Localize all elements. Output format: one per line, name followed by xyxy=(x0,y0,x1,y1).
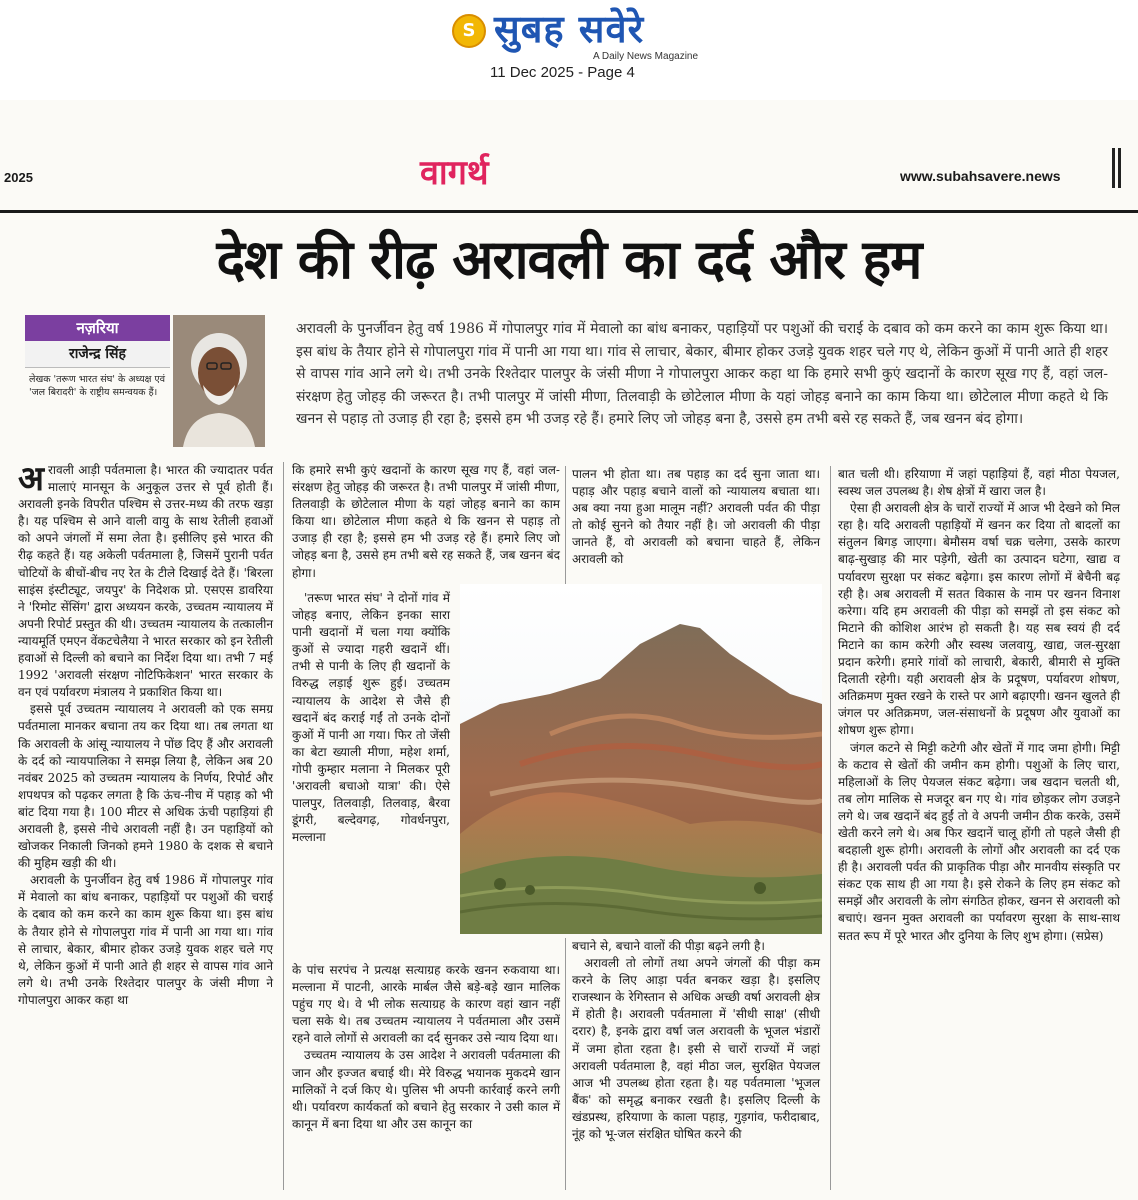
column-divider xyxy=(565,938,566,1190)
author-column-tag: नज़रिया xyxy=(25,315,170,341)
author-name: राजेन्द्र सिंह xyxy=(25,341,170,368)
col3-paragraph-bottom-1: बचाने से, बचाने वालों की पीड़ा बढ़ने लगी है। xyxy=(572,939,765,953)
col4-paragraph-1: बात चली थी। हरियाणा में जहां पहाड़ियां हैं, वहां मीठा पेयजल, स्वस्थ जल उपलब्ध है। शेष क्षेत्रों में खारा जल है। xyxy=(838,467,1120,499)
aravalli-mountain-photo xyxy=(460,584,822,934)
article-column-3-bottom xyxy=(572,938,820,1143)
header-rule xyxy=(0,210,1138,213)
logo-coin-icon: S xyxy=(452,14,486,48)
column-divider xyxy=(565,466,566,584)
article-headline: देश की रीढ़ अरावली का दर्द और हम xyxy=(216,228,922,291)
section-name: वागर्थ xyxy=(420,153,489,193)
section-header xyxy=(0,148,1138,210)
article-column-2-top xyxy=(292,462,560,582)
logo-tagline: A Daily News Magazine xyxy=(593,51,699,62)
section-website: www.subahsavere.news xyxy=(900,168,1061,184)
article-column-2-middle xyxy=(292,590,450,846)
section-bars-decoration xyxy=(1112,148,1132,188)
article-column-4 xyxy=(838,466,1120,945)
col1-paragraph-1: रावली आड़ी पर्वतमाला है। भारत की ज्यादातर पर्वत मालाएं मानसून के अनुकूल उत्तर से पूर्व होती हैं। अरावली इनके विपरीत पश्चिम से उत्तर-मध्य की तरफ खड़ा है। यह पश्चिम से आने वाली वायु के साथ रेतीली हवाओं को अपने जंगलों में समा लेता है। इसीलिए इसे भारत की रीढ़ कहते हैं। यह अकेली पर्वतमाला है, जिसमें पुरानी पर्वत चोटियों के बीचों-बीच नए रेत के टीले दिखाई देते हैं। 'बिरला साइंस इंस्टीट्यूट, जयपुर' के निदेशक प्रो. एसएस डावरिया ने 'रिमोट सेंसिंग' द्वारा अध्ययन करके, उच्चतम न्यायालय में अपनी रिपोर्ट प्रस्तुत की थी। उच्चतम न्यायालय के तत्कालीन न्यायमूर्ति एमएन वेंकटचेलैया ने भारत सरकार को इन रेतीली हवाओं से दिल्ली को बचाने का निर्देश दिया था। तभी 7 मई 1992 'अरावली संरक्षण नोटिफिकेशन' भारत सरकार के वन एवं पर्यावरण मंत्रालय ने प्रकाशित किया था। xyxy=(18,463,273,700)
col2-paragraph-middle: 'तरूण भारत संघ' ने दोनों गांव में जोहड़ बनाए, लेकिन इनका सारा पानी खदानों में चला गया क्योंकि कुओं से ज्यादा गहरी खदानें थीं। तभी से पानी के लिए ही खदानों के विरुद्ध लड़ाई शुरू हुई। उच्चतम न्यायालय के आदेश से जैसे ही खदानें बंद कराई गईं तो उनके दोनों कुओं में पानी आ गया। फिर तो जेंसी का बेटा ख्याली मीणा, महेश शर्मा, गोपी कुम्हार मलाना ने मिलकर पूरी 'अरावली बचाओ यात्रा' की। ऐसे पालपुर, तिलवाड़ी, तिलवाड़, बैरवा डूंगरी, बल्देवगढ़, गोवर्धनपुरा, मल्लाना xyxy=(292,591,450,845)
masthead xyxy=(0,0,1138,100)
col1-paragraph-3: अरावली के पुनर्जीवन हेतु वर्ष 1986 में गोपालपुर गांव में मेवालो का बांध बनाकर, पहाड़ियों पर पशुओं की चराई के दबाव को कम करने का काम शुरू किया था। इस बांध के तैयार होने से गोपालपुरा गांव में पानी आ गया था। गांव से लाचार, बेकार, बीमार होकर उजड़े युवक शहर चले गए थे, लेकिन कुओं में पानी आते ही शहर से वापस गांव आने लगे थे। तभी उनके रिश्तेदार पालपुर के जंसी मीणा ने गोपालपुरा आकर कहा था xyxy=(18,873,273,1007)
author-photo xyxy=(173,315,265,447)
logo-name: सुबह सवेरे xyxy=(494,7,645,51)
article-column-2-bottom xyxy=(292,962,560,1133)
column-divider xyxy=(830,466,831,1190)
issue-date-page: 11 Dec 2025 - Page 4 xyxy=(490,64,635,81)
section-year: 2025 xyxy=(4,170,33,185)
author-bio: लेखक 'तरूण भारत संघ' के अध्यक्ष एवं 'जल बिरादरी' के राष्ट्रीय समन्वयक हैं। xyxy=(29,374,165,398)
column-divider xyxy=(283,462,284,1190)
col3-paragraph-top: पालन भी होता था। तब पहाड़ का दर्द सुना जाता था। पहाड़ और पहाड़ बचाने वालों को न्यायालय बचाता था। अब क्या नया हुआ मालूम नहीं? अरावली पर्वत की पीड़ा तो कोई सुनने को तैयार नहीं है। जो अरावली की पीड़ा जानते हैं, वो अरावली को बचाना चाहते हैं, लेकिन अरावली को xyxy=(572,467,820,567)
col2-paragraph-bottom-2: उच्चतम न्यायालय के उस आदेश ने अरावली पर्वतमाला की जान और इज्जत बचाई थी। मेरे विरुद्ध भयानक मुकदमे खान मालिकों ने दर्ज किए थे। पुलिस भी अपनी कार्रवाई करने लगी थी। पर्यावरण कार्यकर्ता को बचाने हेतु सरकार ने उसी काल में कानून में बना दिया था और उस कानून का xyxy=(292,1048,560,1131)
col3-paragraph-bottom-2: अरावली तो लोगों तथा अपने जंगलों की पीड़ा कम करने के लिए आड़ा पर्वत बनकर खड़ा है। इसलिए राजस्थान के रेगिस्तान से अधिक अच्छी वर्षा अरावली क्षेत्र में होती है। अरावली पर्वतमाला में 'सीधी साक्ष' (सीधी दरार) है, इनके द्वारा वर्षा जल अरावली के भूजल भंडारों में जमा होता रहता है। इसी से चारों राज्यों में जहां अरावली पर्वतमाला है, वहां मीठा जल, सुरक्षित पेयजल आज भी उपलब्ध होता रहता है। यह पर्वतमाला 'भूजल बैंक' को समृद्ध बनाकर रखती है। इसलिए दिल्ली के खंडप्रस्थ, हरियाणा के काला पहाड़, गुड़गांव, फरीदाबाद, नूंह को भू-जल संरक्षित घोषित करने की xyxy=(572,956,820,1142)
author-box xyxy=(25,315,265,447)
col2-paragraph-top: कि हमारे सभी कुएं खदानों के कारण सूख गए हैं, वहां जल-संरक्षण हेतु जोहड़ की जरूरत है। तभी पालपुर में जांसी मीणा, तिलवाड़ी के छोटेलाल मीणा के यहां जोहड़ बनाने का काम किया था। छोटेलाल मीणा कहते थे कि खनन से पहाड़ तो उजाड़ ही रहा है; इससे हम भी उजड़ रहे हैं। हमारे लिए जो जोहड़ बना है, उससे हम तभी बसे रह सकते हैं, जब खनन बंद होगा। xyxy=(292,463,560,580)
col2-paragraph-bottom-1: के पांच सरपंच ने प्रत्यक्ष सत्याग्रह करके खनन रुकवाया था। मल्लाना में पाटनी, आरके मार्बल जैसे बड़े-बड़े खान मालिक पहुंच गए थे। वे भी लोक सत्याग्रह के कारण वहां खान नहीं चला सके थे। तब उच्चतम न्यायालय ने पर्वतमाला और उसमें रहने वाले लोगों से अरावली का दर्द सुनकर उसे न्याय दिया था। xyxy=(292,963,560,1046)
article-column-1 xyxy=(18,459,273,1009)
article-column-3-top xyxy=(572,466,820,569)
col1-paragraph-2: इससे पूर्व उच्चतम न्यायालय ने अरावली को एक समग्र पर्वतमाला मानकर बचाना तय कर दिया था। तब लगता था कि अरावली के आंसू न्यायालय ने पोंछ दिए हैं और अरावली के दर्द को न्यायपालिका ने समझ लिया है, लेकिन अब 20 नवंबर 2025 को उच्चतम न्यायालय के निर्णय, रिपोर्ट और शपथपत्र को पढ़कर लगता है कि ऊंच-नीच में पहाड़ को भी बांट दिया गया है। 100 मीटर से अधिक ऊंची पहाड़ियां ही अरावली है, इससे नीचे अरावली नहीं है। उन पहाड़ियों को खोजकर निकाली जिनको हमने 1980 के दशक से बचाने की मुहिम खड़ी की थी। xyxy=(18,702,273,871)
col4-paragraph-3: जंगल कटने से मिट्टी कटेगी और खेतों में गाद जमा होगी। मिट्टी के कटाव से खेतों की जमीन कम होगी। पशुओं के लिए चारा, महिलाओं के लिए पेयजल संकट बढ़ेगा। जब खदान चलती थी, तब लोग मालिक से मजदूर बन गए थे। गांव छोड़कर लोग उजड़ने लगे थे। जब खदानें बंद हुईं तो वे अपनी जमीन ठीक करके, उसमें खेती करने लगे थे। अब फिर खदानें चालू होंगी तो पहले जैसी ही बदहाली शुरू होगी। अरावली के लोगों और अरावली का दर्द एक ही है। अरावली पर्वत की प्राकृतिक पीड़ा और मानवीय संस्कृति पर संकट एक साथ ही आ गया है। इसे रोकने के लिए हम संकट को समझें और अरावली के लोग संगठित होकर, खनन से अरावली को बचाएं। खनन मुक्त अरावली का पर्यावरण सुरक्षा के साथ-साथ सतत रूप में पूरे भारत और दुनिया के लिए शुभ होगा। (सप्रेस) xyxy=(838,740,1120,943)
col4-paragraph-2: ऐसा ही अरावली क्षेत्र के चारों राज्यों में आज भी देखने को मिल रहा है। यदि अरावली पहाड़ियों में खनन कर दिया तो बादलों का संतुलन बिगड़ जाएगा। बेमौसम वर्षा चक्र चलेगा, उसके कारण बाढ़-सुखाड़ की मार पड़ेगी, खेती का उत्पादन घटेगा, खाद्य व पर्यावरण सुरक्षा पर संकट बढ़ेगा। इस कारण लोगों में बेचैनी बढ़ रही है। अब अरावली में सतत विकास के नाम पर खनन विनाश करेगा। यदि हम अरावली की पीड़ा को समझें तो इस संकट को मिटाने की कोशिश आरंभ हो सकती है। यह सब स्वयं ही दर्द मिटाने का काम करेगी और स्वस्थ जलवायु, खाद्य, जल-सुरक्षा प्रदान करेगी। हमारे गांवों को लाचारी, बेकारी, बीमारी से मुक्ति दिलाती रहेगी। यही अरावली क्षेत्र के प्रदूषण, पर्यावरण शोषण, अतिक्रमण मुक्त रखने के रास्ते पर आगे बढ़ाएगी। खनन खुलते ही जंगल पर अतिक्रमण, जल-संसाधनों के प्रदूषण और युवाओं का शोषण शुरू होगा। xyxy=(838,501,1120,738)
article-intro: अरावली के पुनर्जीवन हेतु वर्ष 1986 में गोपालपुर गांव में मेवालो का बांध बनाकर, पहाड़ियों पर पशुओं की चराई के दबाव को कम करने का काम शुरू किया था। इस बांध के तैयार होने से गोपालपुरा गांव में पानी आ गया था। गांव से लाचार, बेकार, बीमार होकर उजड़े युवक शहर चले गए थे, लेकिन कुओं में पानी आते ही शहर से वापस गांव आने लगे थे। तभी उनके रिश्तेदार पालपुर के जंसी मीणा ने गोपालपुरा आकर कहा था कि हमारे सभी कुएं खदानों के कारण सूख गए हैं, वहां जल-संरक्षण हेतु जोहड़ की जरूरत है। तभी पालपुर में जांसी मीणा, तिलवाड़ी के छोटेलाल मीणा के यहां जोहड़ बनाने का काम किया था। छोटेलाल मीणा कहते थे कि खनन से पहाड़ तो उजाड़ ही रहा है; इससे हम भी उजड़ रहे हैं। हमारे लिए जो जोहड़ बना है, उससे हम तभी बसे रह सकते हैं, जब खनन बंद होगा। xyxy=(296,321,1108,427)
drop-cap: अ xyxy=(18,459,44,499)
